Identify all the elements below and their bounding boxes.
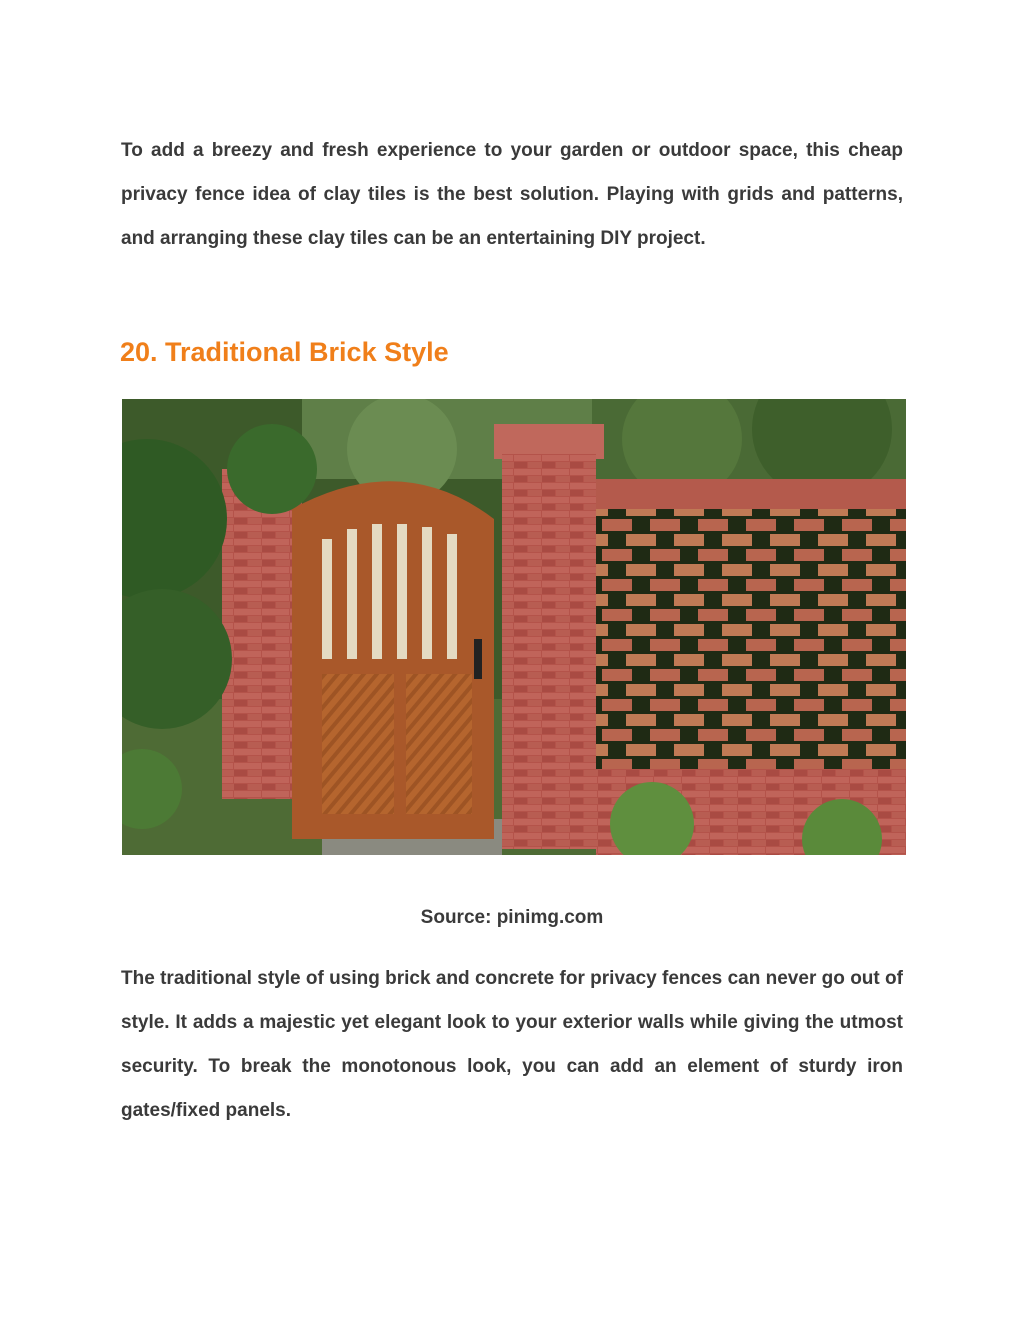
intro-paragraph: To add a breezy and fresh experience to your garden or outdoor space, this cheap privacy fence idea of clay tiles is the best solution. Playing with grids and patterns, and arranging these clay tiles can be an entertaining DIY project. [121, 140, 903, 249]
image-caption: Source: pinimg.com [420, 907, 604, 928]
section-heading: 20. Traditional Brick Style [120, 337, 449, 368]
brick-fence-photo [122, 399, 906, 855]
body-paragraph: The traditional style of using brick and concrete for privacy fences can never go out of style. It adds a majestic yet elegant look to your exterior walls while giving the utmost security. To break the monotonous look, you can add an element of sturdy iron gates/fixed panels. [121, 968, 903, 1121]
